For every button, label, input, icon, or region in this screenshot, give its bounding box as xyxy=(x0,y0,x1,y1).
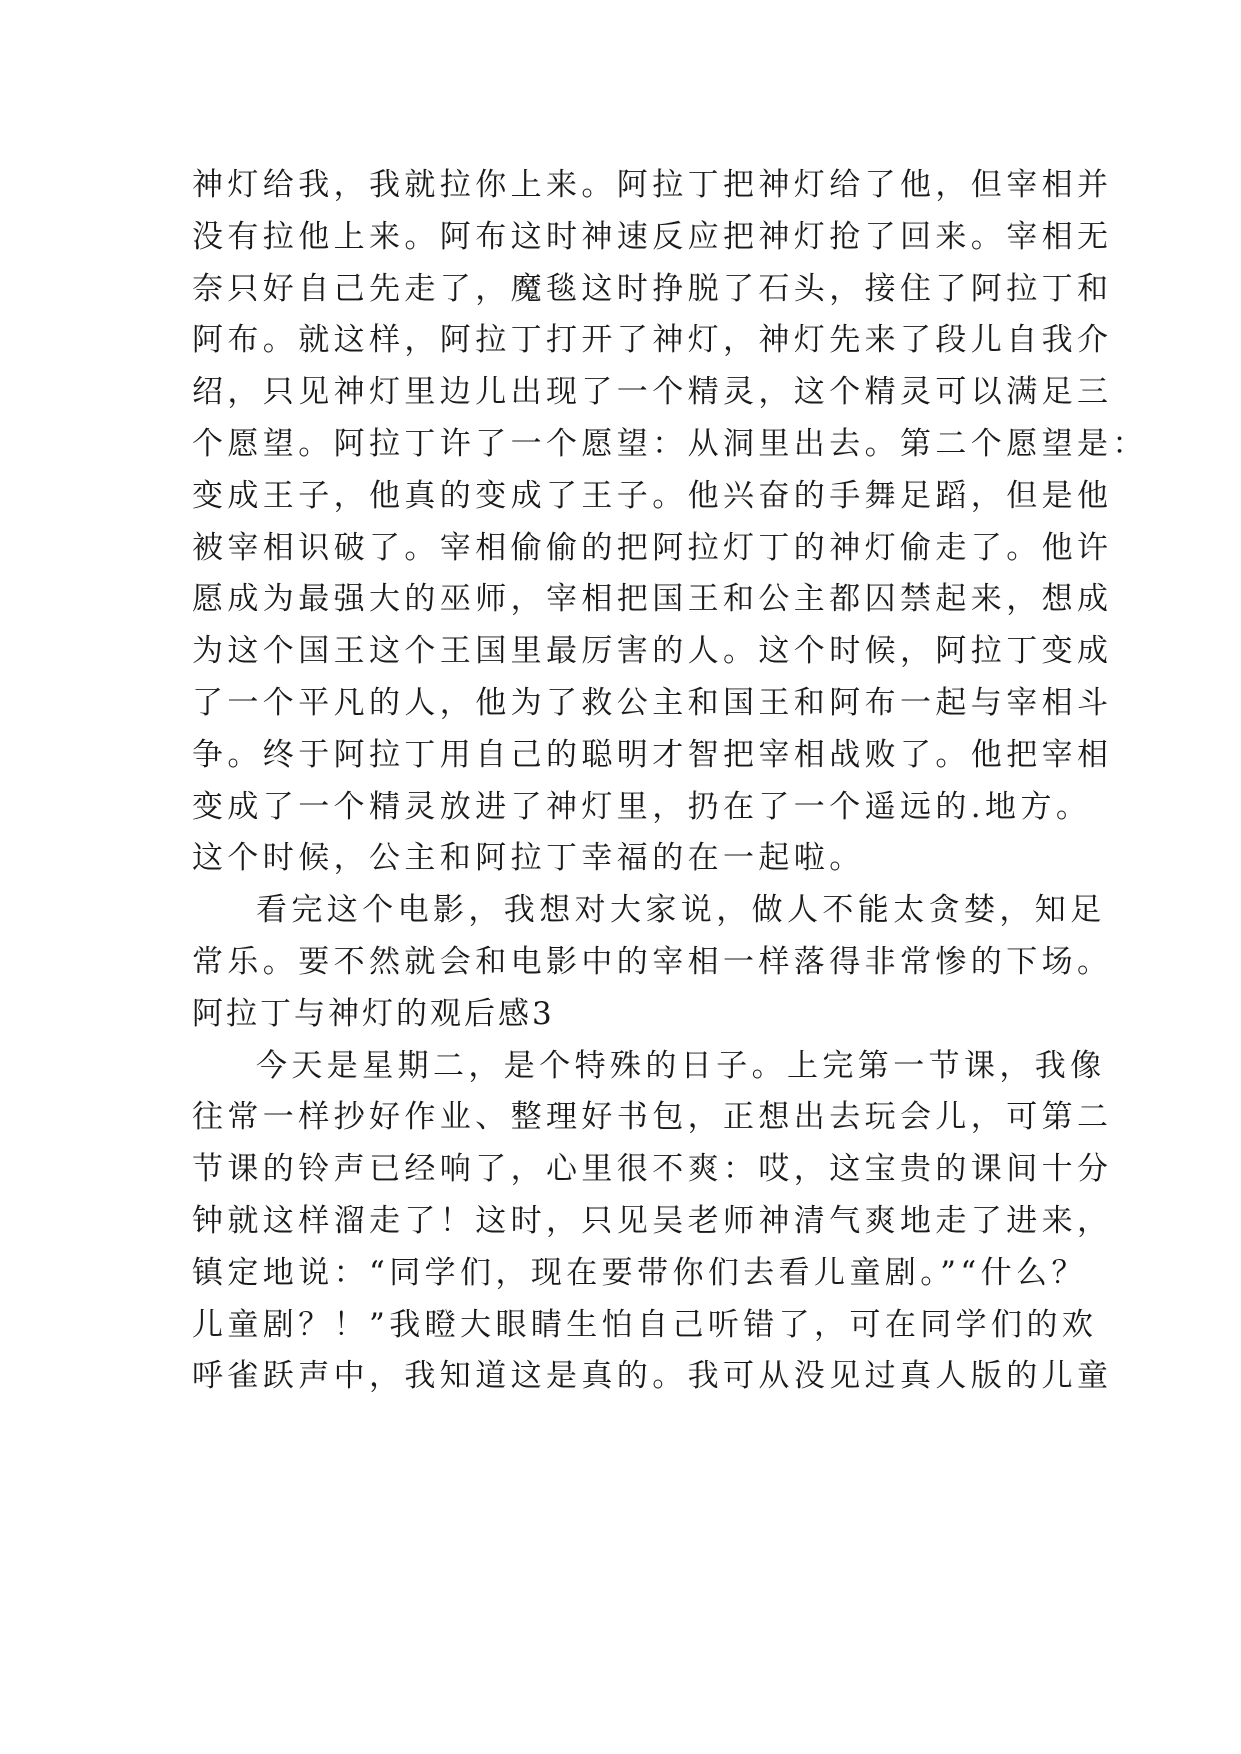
text-line: 往常一样抄好作业、整理好书包，正想出去玩会儿，可第二 xyxy=(192,1099,1113,1136)
text-line: 为这个国王这个王国里最厉害的人。这个时候，阿拉丁变成 xyxy=(192,633,1113,670)
text-line: 变成王子，他真的变成了王子。他兴奋的手舞足蹈，但是他 xyxy=(192,477,1113,514)
text-line: 绍，只见神灯里边儿出现了一个精灵，这个精灵可以满足三 xyxy=(192,374,1113,411)
text-line: 愿成为最强大的巫师，宰相把国王和公主都囚禁起来，想成 xyxy=(192,581,1113,618)
text-line: 了一个平凡的人，他为了救公主和国王和阿布一起与宰相斗 xyxy=(192,684,1113,721)
text-line: 奈只好自己先走了，魔毯这时挣脱了石头，接住了阿拉丁和 xyxy=(192,270,1113,307)
section-heading: 阿拉丁与神灯的观后感3 xyxy=(192,995,555,1032)
text-line: 阿布。就这样，阿拉丁打开了神灯，神灯先来了段儿自我介 xyxy=(192,322,1113,359)
text-line: 被宰相识破了。宰相偷偷的把阿拉灯丁的神灯偷走了。他许 xyxy=(192,529,1113,566)
text-line: 没有拉他上来。阿布这时神速反应把神灯抢了回来。宰相无 xyxy=(192,218,1113,255)
text-line: 这个时候，公主和阿拉丁幸福的在一起啦。 xyxy=(192,840,865,877)
text-line: 呼雀跃声中，我知道这是真的。我可从没见过真人版的儿童 xyxy=(192,1358,1113,1395)
document-body xyxy=(192,160,1148,1403)
text-line: 争。终于阿拉丁用自己的聪明才智把宰相战败了。他把宰相 xyxy=(192,736,1113,773)
paragraph-first-line: 今天是星期二，是个特殊的日子。上完第一节课，我像 xyxy=(256,1047,1106,1084)
text-line: 节课的铃声已经响了，心里很不爽：哎，这宝贵的课间十分 xyxy=(192,1151,1113,1188)
text-line: 个愿望。阿拉丁许了一个愿望：从洞里出去。第二个愿望是： xyxy=(192,425,1148,462)
text-line: 变成了一个精灵放进了神灯里，扔在了一个遥远的.地方。 xyxy=(192,788,1092,825)
text-line: 常乐。要不然就会和电影中的宰相一样落得非常惨的下场。 xyxy=(192,943,1113,980)
paragraph-first-line: 看完这个电影，我想对大家说，做人不能太贪婪，知足 xyxy=(256,892,1106,929)
text-line: 神灯给我，我就拉你上来。阿拉丁把神灯给了他，但宰相并 xyxy=(192,167,1113,203)
text-line: 钟就这样溜走了！这时，只见吴老师神清气爽地走了进来， xyxy=(192,1202,1113,1239)
text-line: 儿童剧？！”我瞪大眼睛生怕自己听错了，可在同学们的欢 xyxy=(192,1306,1098,1343)
text-line: 镇定地说：“同学们，现在要带你们去看儿童剧。”“什么？ xyxy=(192,1254,1087,1291)
